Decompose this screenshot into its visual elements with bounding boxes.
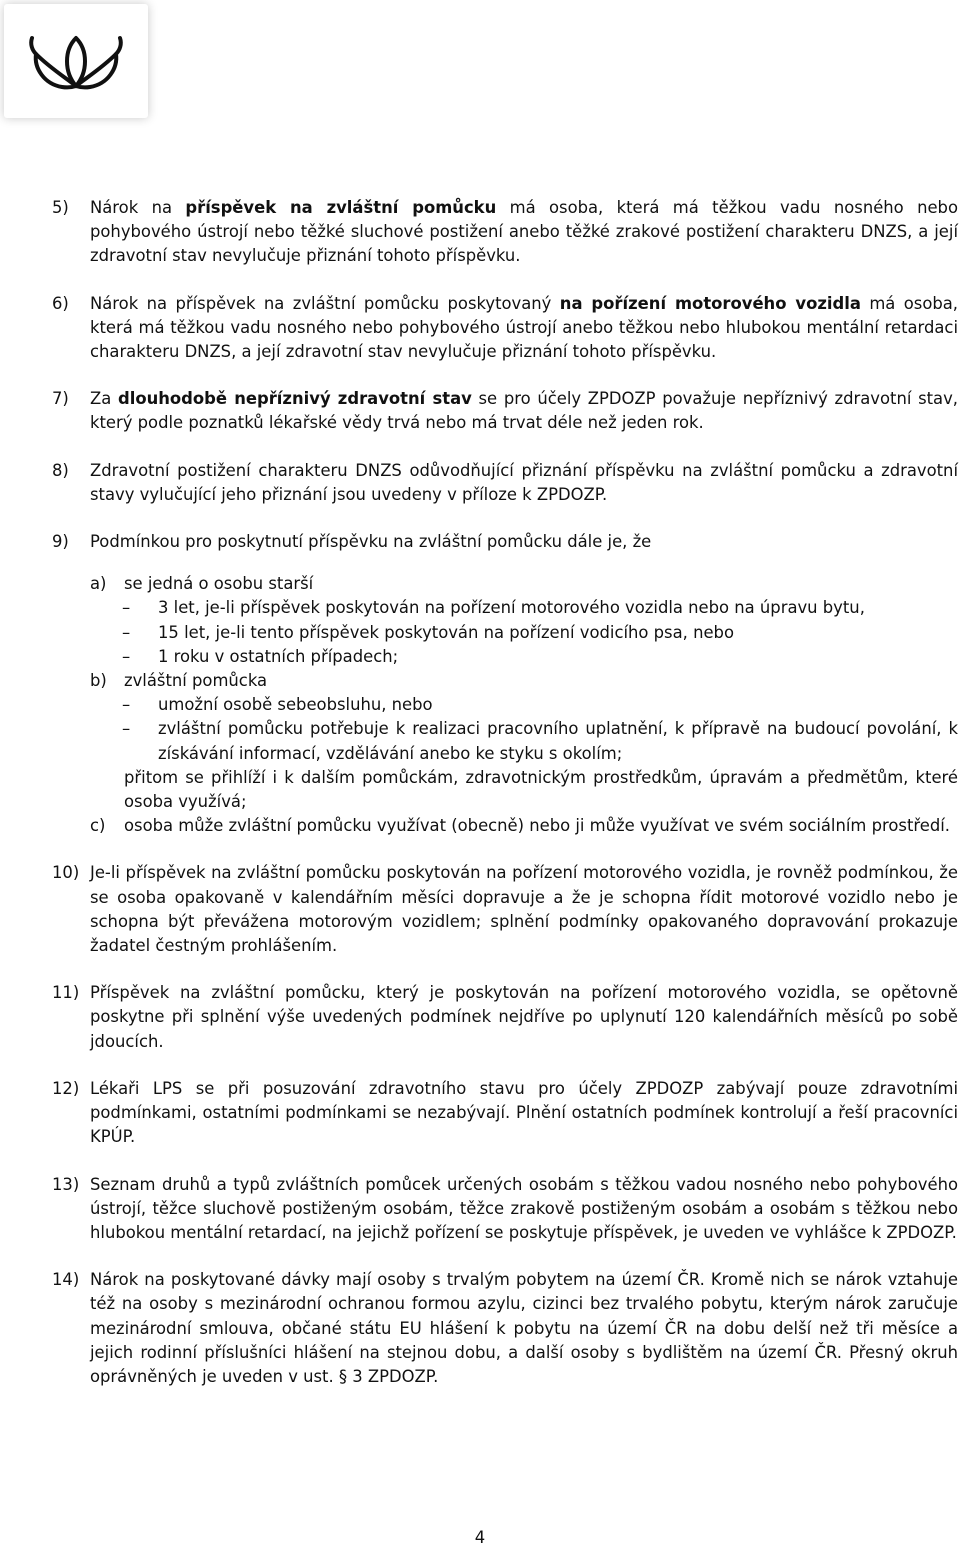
item-number: 7)	[52, 389, 69, 409]
item-number: 14)	[52, 1270, 80, 1290]
paragraph-9	[52, 530, 958, 554]
list-item	[90, 717, 958, 765]
list-item-text: 15 let, je-li tento příspěvek poskytován na pořízení vodicího psa, nebo	[158, 622, 734, 642]
conditions-list	[90, 572, 958, 838]
item-number: 13)	[52, 1174, 80, 1194]
list-item-text: umožní osobě sebeobsluhu, nebo	[158, 695, 433, 715]
condition-text: osoba může zvláštní pomůcku využívat (obecně) nebo ji může využívat ve svém sociálním prostředí.	[124, 816, 950, 836]
item-text: Nárok na příspěvek na zvláštní pomůcku poskytovaný	[90, 293, 560, 313]
list-item-text: 1 roku v ostatních případech;	[158, 646, 399, 666]
paragraph-13	[52, 1173, 958, 1246]
lotus-logo-icon	[26, 32, 126, 92]
dash-bullet: –	[122, 719, 131, 739]
paragraph-11	[52, 981, 958, 1054]
list-item	[90, 621, 958, 645]
condition-b	[90, 669, 958, 693]
condition-letter: a)	[90, 574, 107, 594]
item-number: 11)	[52, 983, 80, 1003]
item-number: 10)	[52, 863, 80, 883]
item-text: Podmínkou pro poskytnutí příspěvku na zvláštní pomůcku dále je, že	[90, 532, 652, 552]
list-item	[90, 645, 958, 669]
item-text: má osoba, která má těžkou vadu nosného nebo pohybového ústrojí nebo těžké sluchové postižení anebo těžké zrakové postižení charakteru DNZS, a její zdravotní stav nevylučuje přiznání tohoto příspěvku.	[90, 198, 958, 266]
item-number: 5)	[52, 198, 69, 217]
logo	[4, 4, 148, 118]
item-number: 6)	[52, 293, 69, 313]
condition-text: se jedná o osobu starší	[124, 574, 314, 594]
list-item	[90, 693, 958, 717]
dash-bullet: –	[122, 622, 131, 642]
condition-text: zvláštní pomůcka	[124, 671, 268, 691]
paragraph-5	[52, 196, 958, 269]
list-item-text: zvláštní pomůcku potřebuje k realizaci pracovního uplatnění, k přípravě na budoucí povolání, k získávání informací, vzdělávání anebo ke styku s okolím;	[158, 719, 958, 763]
condition-letter: b)	[90, 671, 107, 691]
paragraph-6	[52, 292, 958, 365]
condition-a	[90, 572, 958, 596]
item-text: Seznam druhů a typů zvláštních pomůcek určených osobám s těžkou vadou nosného nebo pohybového ústrojí, těžce sluchově postiženým osobám, těžce zrakově postiženým osobám a osobám s těžkou nebo hlubokou mentální retardací, na jejichž pořízení se poskytuje příspěvek, je uveden ve vyhlášce k ZPDOZP.	[90, 1174, 958, 1242]
item-bold: na pořízení motorového vozidla	[559, 293, 861, 313]
item-text: má osoba, která má těžkou vadu nosného nebo pohybového ústrojí anebo těžkou nebo hlubokou mentální retardaci charakteru DNZS, a její zdravotní stav nevylučuje přiznání tohoto příspěvku.	[90, 293, 959, 362]
item-text: Příspěvek na zvláštní pomůcku, který je poskytován na pořízení motorového vozidla, se opětovně poskytne při splnění výše uvedených podmínek nejdříve po uplynutí 120 kalendářních měsíců po sobě jdoucích.	[90, 983, 958, 1051]
item-number: 8)	[52, 460, 69, 480]
item-number: 12)	[52, 1078, 80, 1098]
item-text: Nárok na poskytované dávky mají osoby s trvalým pobytem na území ČR. Kromě nich se nárok vztahuje též na osoby s mezinárodní ochranou formou azylu, cizinci bez trvalého pobytu, kterým nárok zaručuje mezinárodní smlouva, občané státu EU hlášení k pobytu na území ČR na dobu delší než tři měsíce a jejich rodinní příslušníci hlášení na stejnou dobu, a další osoby s bydlištěm na území ČR. Přesný okruh oprávněných je uveden v ust. § 3 ZPDOZP.	[90, 1270, 958, 1386]
paragraph-12	[52, 1077, 958, 1150]
condition-b-dashes	[90, 693, 958, 766]
condition-letter: c)	[90, 816, 106, 836]
dash-bullet: –	[122, 598, 131, 618]
dash-bullet: –	[122, 695, 131, 715]
item-text: Zdravotní postižení charakteru DNZS odůvodňující přiznání příspěvku na zvláštní pomůcku a zdravotní stavy vylučující jeho přiznání jsou uvedeny v příloze k ZPDOZP.	[90, 460, 958, 504]
list-item-text: 3 let, je-li příspěvek poskytován na pořízení motorového vozidla nebo na úpravu bytu,	[158, 598, 865, 618]
item-bold: dlouhodobě nepříznivý zdravotní stav	[117, 389, 472, 409]
paragraph-7	[52, 387, 958, 435]
condition-b-note: přitom se přihlíží i k dalším pomůckám, zdravotnickým prostředkům, úpravám a předmětům, které osoba využívá;	[124, 767, 958, 812]
dash-bullet: –	[122, 646, 131, 666]
item-text: Nárok na	[90, 198, 186, 217]
list-item	[90, 596, 958, 620]
item-number: 9)	[52, 532, 69, 552]
item-bold: příspěvek na zvláštní pomůcku	[185, 198, 497, 217]
condition-c	[90, 814, 958, 838]
item-text: Za	[90, 389, 118, 409]
document-body	[52, 196, 958, 1412]
item-text: Lékaři LPS se při posuzování zdravotního stavu pro účely ZPDOZP zabývají pouze zdravotními podmínkami, ostatními podmínkami se nezabývají. Plnění ostatních podmínek kontrolují a řeší pracovníci KPÚP.	[90, 1078, 958, 1147]
paragraph-10	[52, 861, 958, 958]
paragraph-14	[52, 1268, 958, 1389]
item-text: se pro účely ZPDOZP považuje nepříznivý zdravotní stav, který podle poznatků lékařské vědy trvá nebo má trvat déle než jeden rok.	[90, 389, 959, 433]
item-text: Je-li příspěvek na zvláštní pomůcku poskytován na pořízení motorového vozidla, je rovněž podmínkou, že se osoba opakovaně v kalendářním měsíci dopravuje a že je schopna řídit motorové vozidlo nebo je schopna být převážena motorovým vozidlem; splnění podmínky opakovaného dopravování prokazuje žadatel čestným prohlášením.	[90, 863, 958, 956]
condition-a-dashes	[90, 596, 958, 669]
page-number: 4	[474, 1528, 486, 1547]
paragraph-8	[52, 459, 958, 507]
